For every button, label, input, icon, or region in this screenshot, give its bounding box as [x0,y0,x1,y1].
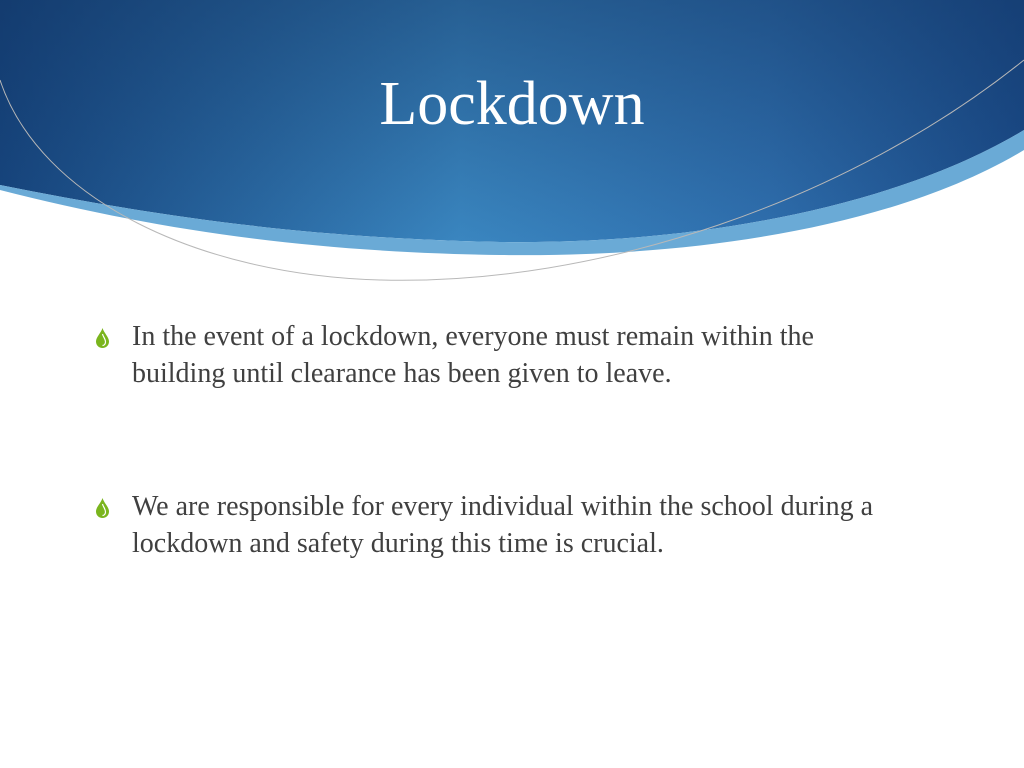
bullet-text: In the event of a lockdown, everyone must remain within the building until clearance has been given to leave. [132,321,814,389]
bullet-text: We are responsible for every individual within the school during a lockdown and safety during this time is crucial. [132,491,874,559]
leaf-drop-icon [95,328,110,348]
header-banner [0,0,1024,290]
bullet-item [92,488,912,562]
bullet-item [92,318,912,392]
slide-title: Lockdown [379,70,645,138]
bullet-list [92,318,912,562]
leaf-drop-icon [95,498,110,518]
